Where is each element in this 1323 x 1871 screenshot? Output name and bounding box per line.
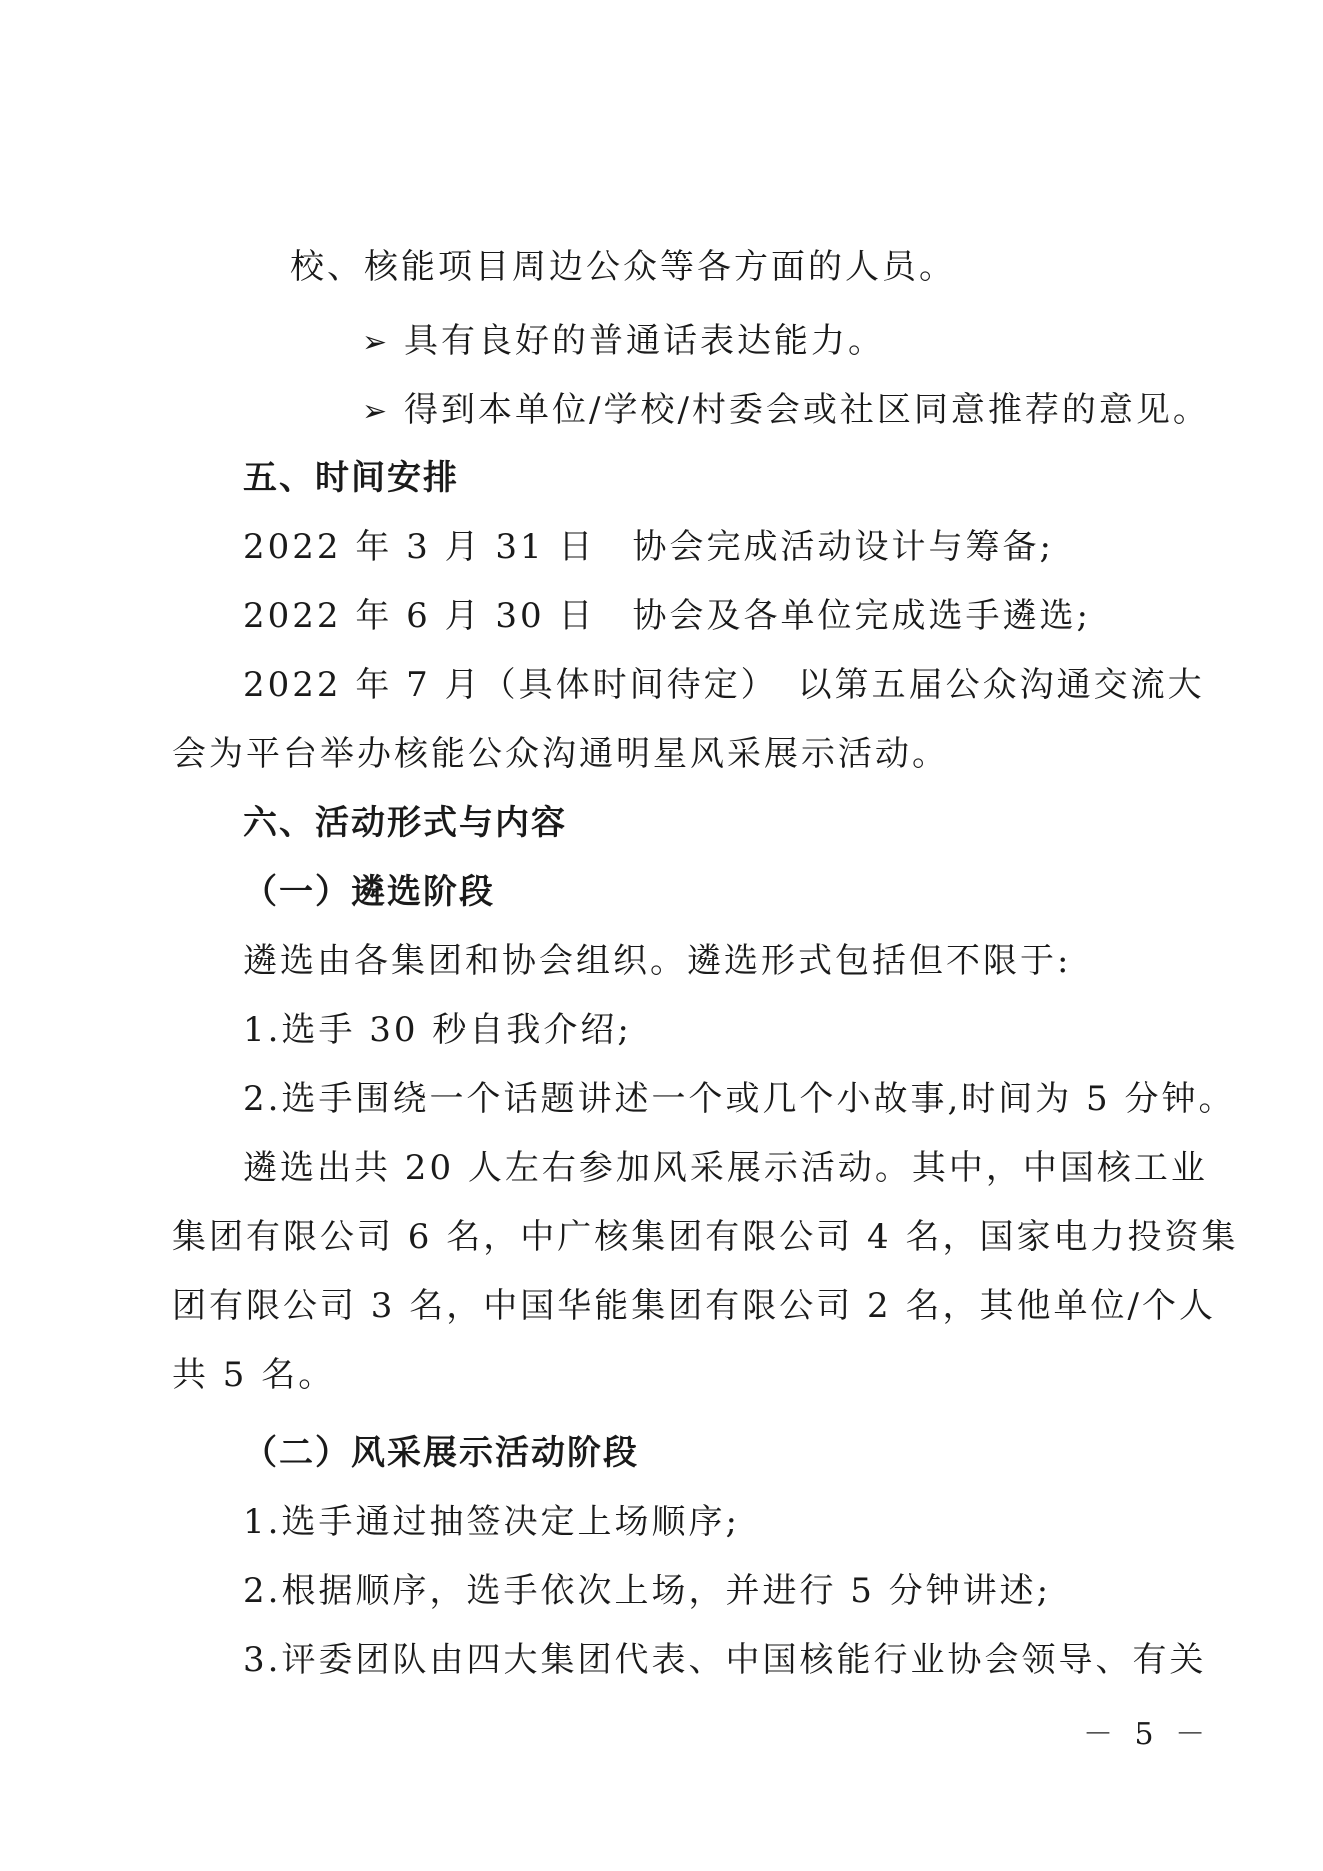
- bullet-text: 具有良好的普通话表达能力。: [404, 321, 885, 361]
- paragraph-line: 集团有限公司 6 名，中广核集团有限公司 4 名，国家电力投资集: [172, 1217, 1239, 1257]
- bullet-text: 得到本单位/学校/村委会或社区同意推荐的意见。: [404, 390, 1210, 430]
- page-number: － 5 －: [1083, 1717, 1212, 1752]
- section-heading: 五、时间安排: [243, 458, 459, 498]
- schedule-line: 2022 年 3 月 31 日 协会完成活动设计与筹备;: [243, 527, 1054, 567]
- bullet-item: [362, 390, 1210, 432]
- list-item: 1.选手通过抽签决定上场顺序;: [243, 1502, 740, 1542]
- list-item: 1.选手 30 秒自我介绍;: [243, 1010, 632, 1050]
- subsection-heading: （二）风采展示活动阶段: [243, 1433, 639, 1473]
- paragraph-line: 团有限公司 3 名，中国华能集团有限公司 2 名，其他单位/个人: [172, 1286, 1216, 1326]
- list-item: 2.选手围绕一个话题讲述一个或几个小故事,时间为 5 分钟。: [243, 1079, 1236, 1119]
- section-heading: 六、活动形式与内容: [243, 803, 567, 843]
- list-item: 3.评委团队由四大集团代表、中国核能行业协会领导、有关: [243, 1640, 1207, 1680]
- bullet-arrow-icon: ➢: [362, 325, 391, 360]
- bullet-arrow-icon: ➢: [362, 394, 391, 429]
- paragraph-line: 校、核能项目周边公众等各方面的人员。: [290, 247, 956, 287]
- paragraph-line: 会为平台举办核能公众沟通明星风采展示活动。: [172, 734, 949, 774]
- paragraph-line: 遴选出共 20 人左右参加风采展示活动。其中，中国核工业: [243, 1148, 1208, 1188]
- list-item: 2.根据顺序，选手依次上场，并进行 5 分钟讲述;: [243, 1571, 1052, 1611]
- paragraph-line: 共 5 名。: [172, 1355, 336, 1395]
- paragraph-line: 遴选由各集团和协会组织。遴选形式包括但不限于:: [243, 941, 1072, 981]
- subsection-heading: （一）遴选阶段: [243, 872, 495, 912]
- schedule-line: 2022 年 6 月 30 日 协会及各单位完成选手遴选;: [243, 596, 1091, 636]
- bullet-item: [362, 321, 885, 363]
- schedule-line: 2022 年 7 月（具体时间待定） 以第五届公众沟通交流大: [243, 665, 1205, 705]
